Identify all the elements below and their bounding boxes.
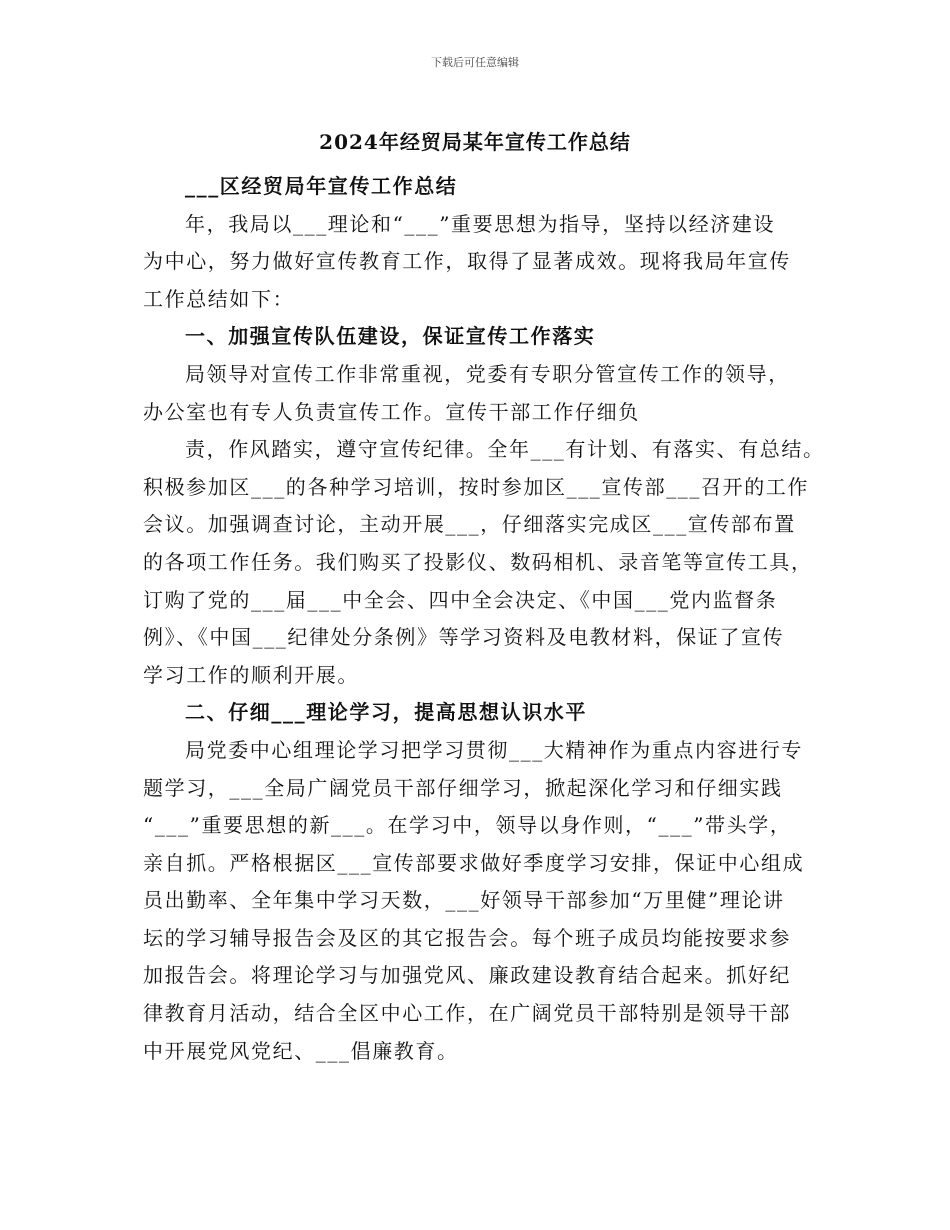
body-text-line: 责，作风踏实，遵守宣传纪律。全年___有计划、有落实、有总结。 <box>185 437 825 462</box>
body-text-line: 题学习，___全局广阔党员干部仔细学习，掀起深化学习和仔细实践 <box>143 775 783 800</box>
body-text-line: 的各项工作任务。我们购买了投影仪、数码相机、录音笔等宣传工具， <box>143 549 813 574</box>
body-text-line: 办公室也有专人负责宣传工作。宣传干部工作仔细负 <box>143 399 640 424</box>
body-text-line: 工作总结如下： <box>143 286 295 311</box>
body-text-line: 订购了党的___届___中全会、四中全会决定、《中国___党内监督条 <box>143 587 778 612</box>
body-text-line: “___”重要思想的新___。在学习中，领导以身作则，“___”带头学， <box>143 813 792 838</box>
body-text-line: 局党委中心组理论学习把学习贯彻___大精神作为重点内容进行专 <box>185 737 803 762</box>
body-text-line: 员出勤率、全年集中学习天数，___好领导干部参加“万里健”理论讲 <box>143 888 785 913</box>
document-title: 2024年经贸局某年宣传工作总结 <box>319 130 631 154</box>
body-text-line: 律教育月活动，结合全区中心工作，在广阔党员干部特别是领导干部 <box>143 1001 791 1026</box>
page-header-note: 下载后可任意编辑 <box>431 56 519 69</box>
document-body <box>143 168 833 1070</box>
body-text-line: 中开展党风党纪、___倡廉教育。 <box>143 1038 459 1063</box>
body-text-line: 会议。加强调查讨论，主动开展___，仔细落实完成区___宣传部布置 <box>143 512 796 537</box>
body-text-line: 加报告会。将理论学习与加强党风、廉政建设教育结合起来。抓好纪 <box>143 963 791 988</box>
body-text-line: 年，我局以___理论和“___”重要思想为指导，坚持以经济建设 <box>185 211 776 236</box>
body-text-line: 局领导对宣传工作非常重视，党委有专职分管宣传工作的领导， <box>185 361 790 386</box>
body-text-line: 学习工作的顺利开展。 <box>143 662 359 687</box>
body-text-line: 为中心，努力做好宣传教育工作，取得了显著成效。现将我局年宣传 <box>143 249 791 274</box>
body-text-line: 例》、《中国___纪律处分条例》等学习资料及电教材料，保证了宣传 <box>143 625 785 650</box>
body-text-line: 亲自抓。严格根据区___宣传部要求做好季度学习安排，保证中心组成 <box>143 850 805 875</box>
section-heading: 二、仔细___理论学习，提高思想认识水平 <box>185 700 587 725</box>
section-heading: 一、加强宣传队伍建设，保证宣传工作落实 <box>185 324 596 349</box>
body-text-line: 坛的学习辅导报告会及区的其它报告会。每个班子成员均能按要求参 <box>143 925 791 950</box>
body-text-line: 积极参加区___的各种学习培训，按时参加区___宣传部___召开的工作 <box>143 474 809 499</box>
section-heading: ___区经贸局年宣传工作总结 <box>185 174 458 198</box>
